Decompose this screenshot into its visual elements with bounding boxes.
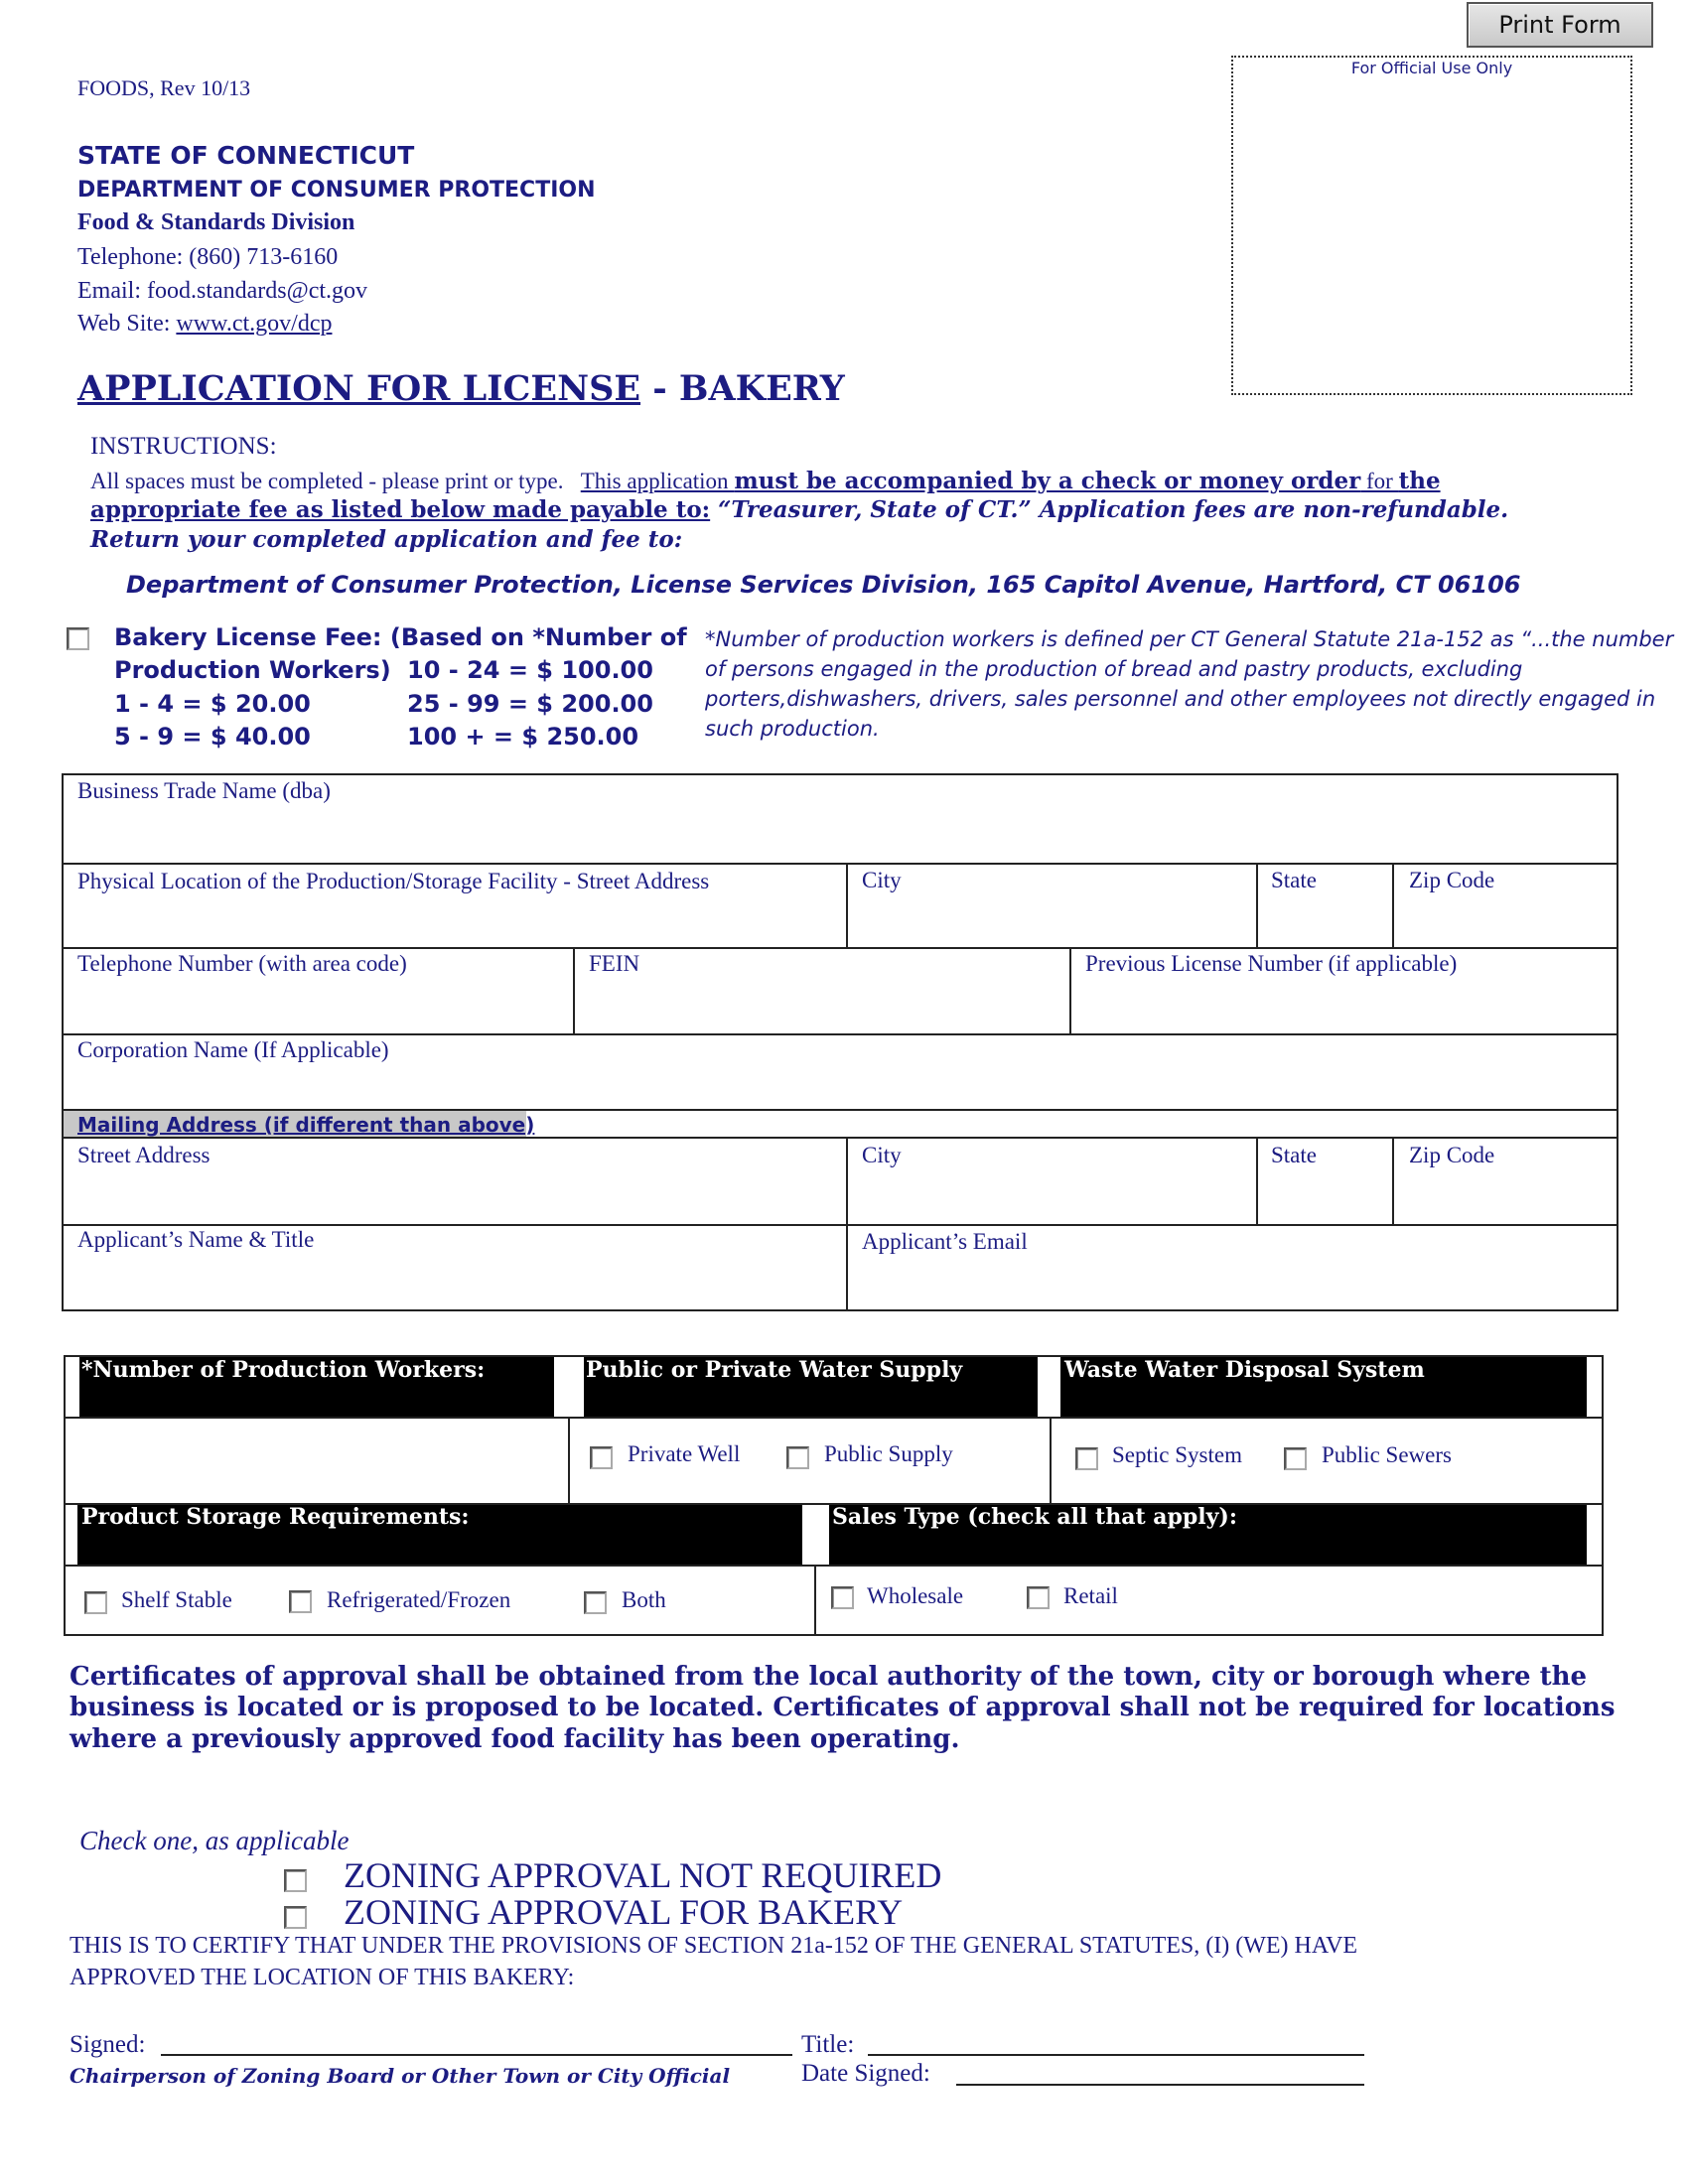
certify-line-2: APPROVED THE LOCATION OF THIS BAKERY:	[70, 1965, 575, 1990]
mail-zip-label: Zip Code	[1409, 1143, 1495, 1167]
septic-system-checkbox[interactable]	[1075, 1447, 1098, 1470]
print-form-button[interactable]: Print Form	[1467, 2, 1653, 48]
previous-license-field[interactable]	[1077, 981, 1612, 1030]
certify-line-1: THIS IS TO CERTIFY THAT UNDER THE PROVISIONS OF SECTION 21a-152 OF THE GENERAL STATUTES, (I) (WE) HAVE	[70, 1933, 1358, 1959]
fee-heading-2: Production Workers)	[114, 656, 391, 684]
fee-tier-4: 25 - 99 = $ 200.00	[407, 690, 653, 718]
certificates-line-2: business is located or is proposed to be located. Certificates of approval shall not be required for locations	[70, 1693, 1616, 1722]
private-well-label: Private Well	[628, 1441, 741, 1466]
fee-tier-5: 100 + = $ 250.00	[407, 723, 639, 751]
production-workers-field[interactable]	[71, 1422, 562, 1499]
check-one-label: Check one, as applicable	[79, 1826, 350, 1855]
retail-label: Retail	[1063, 1583, 1118, 1608]
production-workers-label: *Number of Production Workers:	[81, 1357, 486, 1383]
date-signed-label: Date Signed:	[801, 2060, 930, 2087]
zip-label: Zip Code	[1409, 868, 1495, 892]
page-title	[77, 368, 845, 409]
official-use-box	[1231, 56, 1632, 395]
title-line[interactable]	[868, 2029, 1364, 2056]
website-prefix: Web Site:	[77, 311, 177, 337]
applicant-email-field[interactable]	[854, 1257, 1611, 1306]
instr-2b: “Treasurer, State of CT.” Application fees are non-refundable.	[710, 496, 1509, 523]
instructions-line-3: Return your completed application and fee to:	[90, 526, 683, 553]
instr-1d: for	[1360, 469, 1399, 493]
form-code: FOODS, Rev 10/13	[77, 75, 251, 100]
state-label: State	[1271, 868, 1317, 892]
shelf-stable-label: Shelf Stable	[121, 1587, 232, 1612]
private-well-checkbox[interactable]	[590, 1446, 613, 1469]
physical-location-label: Physical Location of the Production/Storage Facility - Street Address	[77, 869, 710, 893]
product-storage-label: Product Storage Requirements:	[81, 1504, 470, 1530]
fee-note-4: such production.	[705, 717, 880, 741]
fee-tier-2: 5 - 9 = $ 40.00	[114, 723, 311, 751]
wholesale-label: Wholesale	[867, 1583, 964, 1608]
shelf-stable-checkbox[interactable]	[84, 1591, 107, 1614]
division-name: Food & Standards Division	[77, 209, 355, 235]
instructions-heading: INSTRUCTIONS:	[90, 433, 277, 460]
corporation-name-label: Corporation Name (If Applicable)	[77, 1037, 389, 1062]
state-name: STATE OF CONNECTICUT	[77, 141, 415, 170]
fee-note-1: *Number of production workers is defined per CT General Statute 21a-152 as “...the number	[705, 627, 1674, 651]
telephone-label: Telephone Number (with area code)	[77, 951, 407, 976]
email: Email: food.standards@ct.gov	[77, 278, 368, 304]
city-field[interactable]	[854, 897, 1251, 945]
website	[77, 311, 332, 338]
instructions-line-1	[90, 468, 1441, 494]
mailing-address-label: Mailing Address (if different than above)	[77, 1113, 535, 1137]
public-supply-checkbox[interactable]	[786, 1446, 809, 1469]
telephone: Telephone: (860) 713-6160	[77, 244, 339, 270]
official-use-label: For Official Use Only	[1350, 59, 1513, 77]
retail-checkbox[interactable]	[1027, 1586, 1050, 1609]
fein-label: FEIN	[589, 951, 640, 976]
website-link[interactable]: www.ct.gov/dcp	[176, 311, 333, 337]
corporation-name-field[interactable]	[70, 1066, 1609, 1106]
fee-tier-1: 1 - 4 = $ 20.00	[114, 690, 311, 718]
zip-field[interactable]	[1400, 897, 1614, 945]
title-suffix: - BAKERY	[640, 368, 845, 409]
mail-zip-field[interactable]	[1400, 1171, 1614, 1221]
telephone-field[interactable]	[70, 981, 566, 1030]
public-sewers-label: Public Sewers	[1322, 1442, 1452, 1467]
fein-field[interactable]	[581, 981, 1062, 1030]
both-label: Both	[622, 1587, 666, 1612]
sales-type-label: Sales Type (check all that apply):	[832, 1504, 1237, 1530]
applicant-name-label: Applicant’s Name & Title	[77, 1227, 315, 1252]
applicant-name-field[interactable]	[70, 1257, 839, 1306]
mail-city-field[interactable]	[854, 1171, 1251, 1221]
street-address-label: Street Address	[77, 1143, 211, 1167]
signed-label: Signed:	[70, 2031, 146, 2058]
septic-system-label: Septic System	[1112, 1442, 1242, 1467]
business-trade-name-label: Business Trade Name (dba)	[77, 778, 331, 803]
instr-2a: appropriate fee as listed below made payable to:	[90, 496, 711, 523]
zoning-not-required-label: ZONING APPROVAL NOT REQUIRED	[344, 1855, 942, 1895]
waste-water-label: Waste Water Disposal System	[1064, 1357, 1425, 1383]
water-supply-label: Public or Private Water Supply	[586, 1357, 963, 1383]
physical-location-field[interactable]	[70, 897, 839, 945]
title-main: APPLICATION FOR LICENSE	[77, 368, 641, 409]
mail-city-label: City	[862, 1143, 902, 1167]
department-name: DEPARTMENT OF CONSUMER PROTECTION	[77, 178, 596, 203]
wholesale-checkbox[interactable]	[831, 1586, 854, 1609]
zoning-for-bakery-checkbox[interactable]	[284, 1906, 307, 1929]
fee-heading-1: Bakery License Fee: (Based on *Number of	[114, 623, 687, 651]
fee-note-2: of persons engaged in the production of bread and pastry products, excluding	[705, 657, 1523, 681]
fee-tier-3: 10 - 24 = $ 100.00	[407, 656, 653, 684]
title-label: Title:	[801, 2031, 855, 2058]
refrigerated-label: Refrigerated/Frozen	[327, 1587, 511, 1612]
certificates-line-3: where a previously approved food facility has been operating.	[70, 1724, 960, 1754]
public-sewers-checkbox[interactable]	[1284, 1447, 1307, 1470]
chairperson-label: Chairperson of Zoning Board or Other Town or City Official	[70, 2064, 731, 2088]
instructions-line-2	[90, 496, 1508, 523]
mail-state-field[interactable]	[1263, 1171, 1387, 1221]
refrigerated-checkbox[interactable]	[289, 1590, 312, 1613]
bakery-fee-checkbox[interactable]	[67, 627, 89, 650]
instr-1a: All spaces must be completed - please print or type.	[90, 469, 564, 493]
mail-state-label: State	[1271, 1143, 1317, 1167]
public-supply-label: Public Supply	[824, 1441, 953, 1466]
zoning-for-bakery-label: ZONING APPROVAL FOR BAKERY	[344, 1892, 904, 1932]
applicant-email-label: Applicant’s Email	[862, 1229, 1028, 1254]
previous-license-label: Previous License Number (if applicable)	[1085, 951, 1458, 976]
fee-note-3: porters,dishwashers, drivers, sales personnel and other employees not directly engaged in	[705, 687, 1656, 711]
both-checkbox[interactable]	[584, 1591, 607, 1614]
instr-1b: This application	[580, 469, 735, 493]
business-trade-name-field[interactable]	[70, 806, 1609, 860]
certificates-line-1: Certificates of approval shall be obtained from the local authority of the town, city or borough where the	[70, 1662, 1588, 1692]
instr-1c: must be accompanied by a check or money order	[734, 468, 1361, 494]
instr-1e: the	[1398, 468, 1441, 494]
street-address-field[interactable]	[70, 1171, 839, 1221]
state-field[interactable]	[1263, 897, 1387, 945]
zoning-not-required-checkbox[interactable]	[284, 1869, 307, 1892]
city-label: City	[862, 868, 902, 892]
signed-line[interactable]	[161, 2029, 792, 2056]
date-signed-line[interactable]	[956, 2060, 1364, 2086]
return-address: Department of Consumer Protection, License Services Division, 165 Capitol Avenue, Hartford, CT 06106	[126, 571, 1521, 599]
